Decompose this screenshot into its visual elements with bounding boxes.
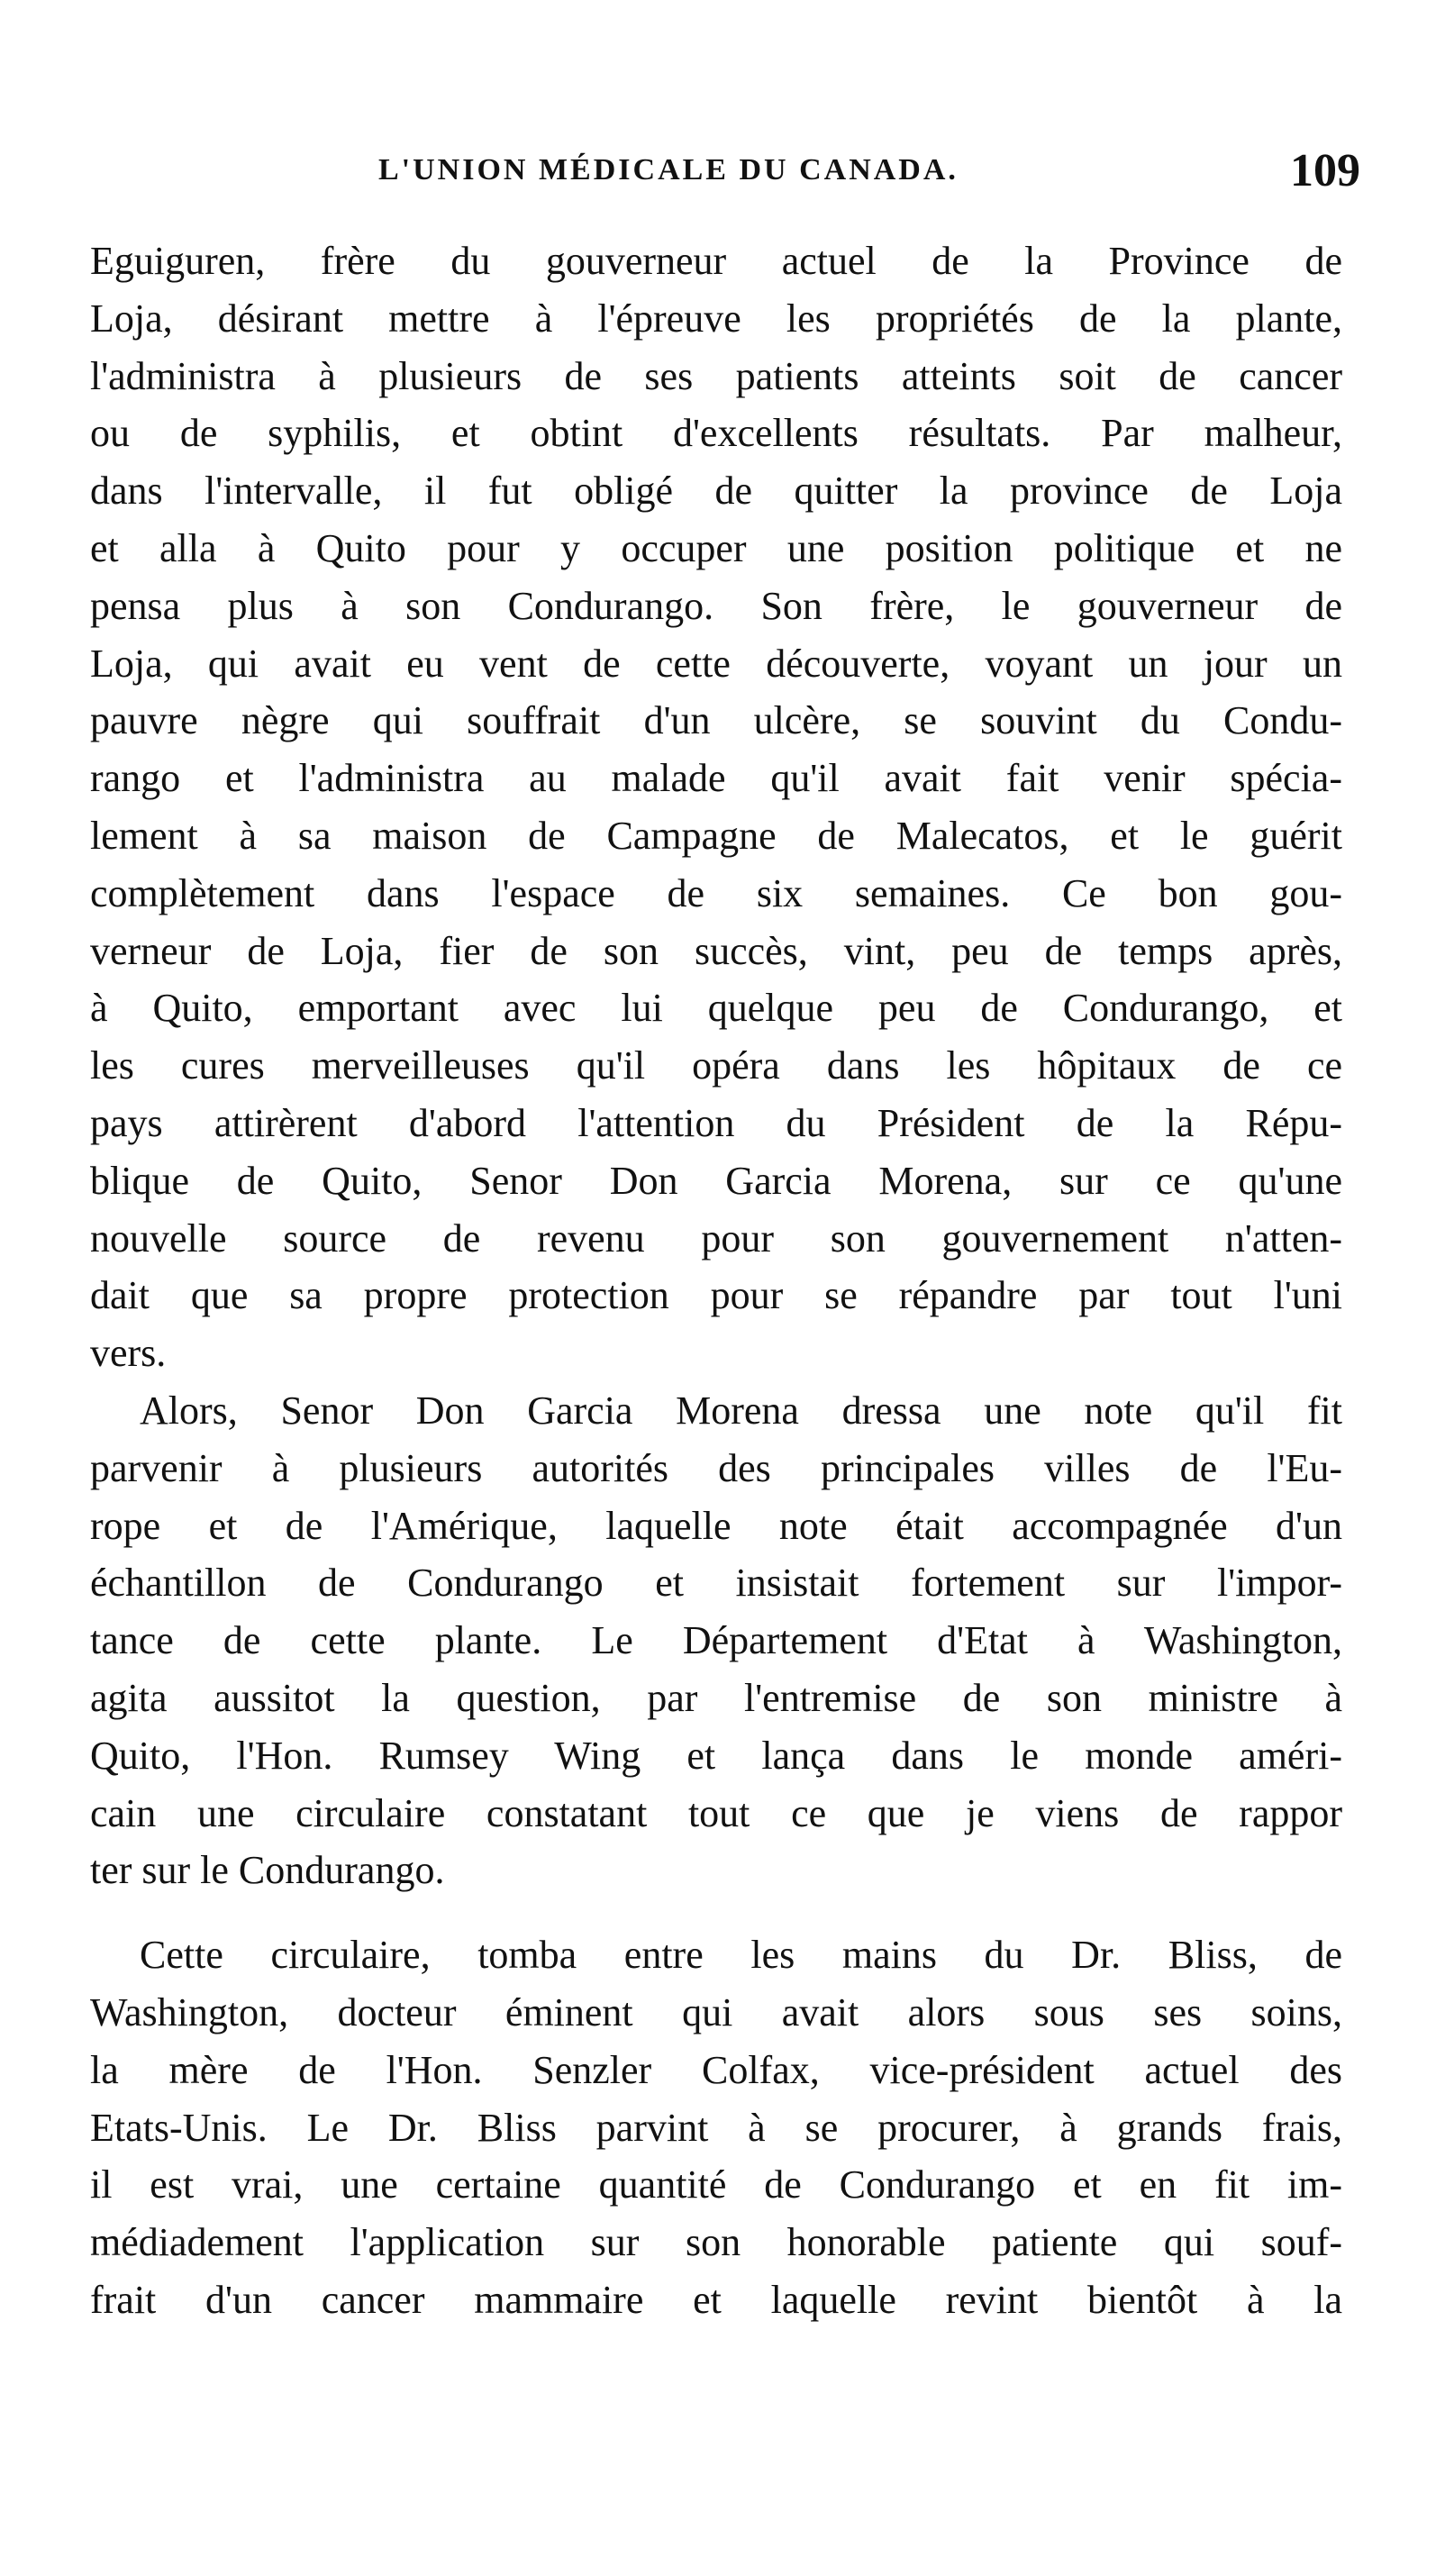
text-line: cain une circulaire constatant tout ce que je viens de rappor: [90, 1790, 1342, 1835]
text-line: vers.: [90, 1331, 167, 1376]
text-line: agita aussitot la question, par l'entremise de son ministre à: [90, 1675, 1342, 1720]
text-line: Etats-Unis. Le Dr. Bliss parvint à se procurer, à grands frais,: [90, 2105, 1342, 2150]
text-line: complètement dans l'espace de six semaines. Ce bon gou-: [90, 870, 1342, 915]
text-line: dait que sa propre protection pour se répandre par tout l'uni: [90, 1273, 1342, 1318]
text-line: à Quito, emportant avec lui quelque peu de Condurango, et: [90, 986, 1342, 1031]
text-line: échantillon de Condurango et insistait fortement sur l'impor-: [90, 1561, 1342, 1606]
text-line: Loja, désirant mettre à l'épreuve les propriétés de la plante,: [90, 296, 1342, 341]
body-text: [90, 232, 1342, 2329]
text-line: et alla à Quito pour y occuper une position politique et ne: [90, 525, 1342, 570]
text-line: la mère de l'Hon. Senzler Colfax, vice-président actuel des: [90, 2047, 1342, 2092]
running-head: [90, 144, 1360, 198]
paragraph-1: [90, 232, 1342, 1382]
paragraph-2: [90, 1382, 1342, 1899]
text-line: pensa plus à son Condurango. Son frère, le gouverneur de: [90, 583, 1342, 628]
text-line: tance de cette plante. Le Département d'Etat à Washington,: [90, 1618, 1342, 1663]
text-line: les cures merveilleuses qu'il opéra dans les hôpitaux de ce: [90, 1043, 1342, 1088]
paragraph-3: [90, 1926, 1342, 2329]
text-line: rango et l'administra au malade qu'il avait fait venir spécia-: [90, 756, 1342, 801]
text-line: dans l'intervalle, il fut obligé de quitter la province de Loja: [90, 469, 1342, 514]
text-line: il est vrai, une certaine quantité de Condurango et en fit im-: [90, 2162, 1342, 2207]
text-line: ter sur le Condurango.: [90, 1848, 445, 1893]
journal-title: L'UNION MÉDICALE DU CANADA.: [378, 153, 959, 187]
text-line: blique de Quito, Senor Don Garcia Morena, sur ce qu'une: [90, 1158, 1342, 1203]
text-line: médiadement l'application sur son honorable patiente qui souf-: [90, 2220, 1342, 2265]
text-line: pays attirèrent d'abord l'attention du Président de la Répu-: [90, 1100, 1342, 1145]
text-line: rope et de l'Amérique, laquelle note était accompagnée d'un: [90, 1503, 1342, 1548]
page-number: 109: [1290, 145, 1360, 196]
text-line: parvenir à plusieurs autorités des principales villes de l'Eu-: [90, 1445, 1342, 1490]
text-line: pauvre nègre qui souffrait d'un ulcère, se souvint du Condu-: [90, 698, 1342, 743]
text-line: Alors, Senor Don Garcia Morena dressa une note qu'il fit: [140, 1388, 1342, 1433]
text-line: frait d'un cancer mammaire et laquelle revint bientôt à la: [90, 2277, 1342, 2322]
text-line: lement à sa maison de Campagne de Malecatos, et le guérit: [90, 813, 1342, 858]
text-line: Cette circulaire, tomba entre les mains du Dr. Bliss, de: [140, 1933, 1342, 1978]
text-line: ou de syphilis, et obtint d'excellents résultats. Par malheur,: [90, 411, 1342, 456]
text-line: nouvelle source de revenu pour son gouvernement n'atten-: [90, 1215, 1342, 1261]
text-line: Loja, qui avait eu vent de cette découverte, voyant un jour un: [90, 641, 1342, 686]
text-line: l'administra à plusieurs de ses patients atteints soit de cancer: [90, 353, 1342, 398]
text-line: Eguiguren, frère du gouverneur actuel de la Province de: [90, 239, 1342, 283]
paragraph-spacer: [90, 1899, 1342, 1926]
text-line: Quito, l'Hon. Rumsey Wing et lança dans le monde améri-: [90, 1733, 1342, 1778]
text-line: Washington, docteur éminent qui avait alors sous ses soins,: [90, 1989, 1342, 2034]
text-line: verneur de Loja, fier de son succès, vint, peu de temps après,: [90, 928, 1342, 973]
